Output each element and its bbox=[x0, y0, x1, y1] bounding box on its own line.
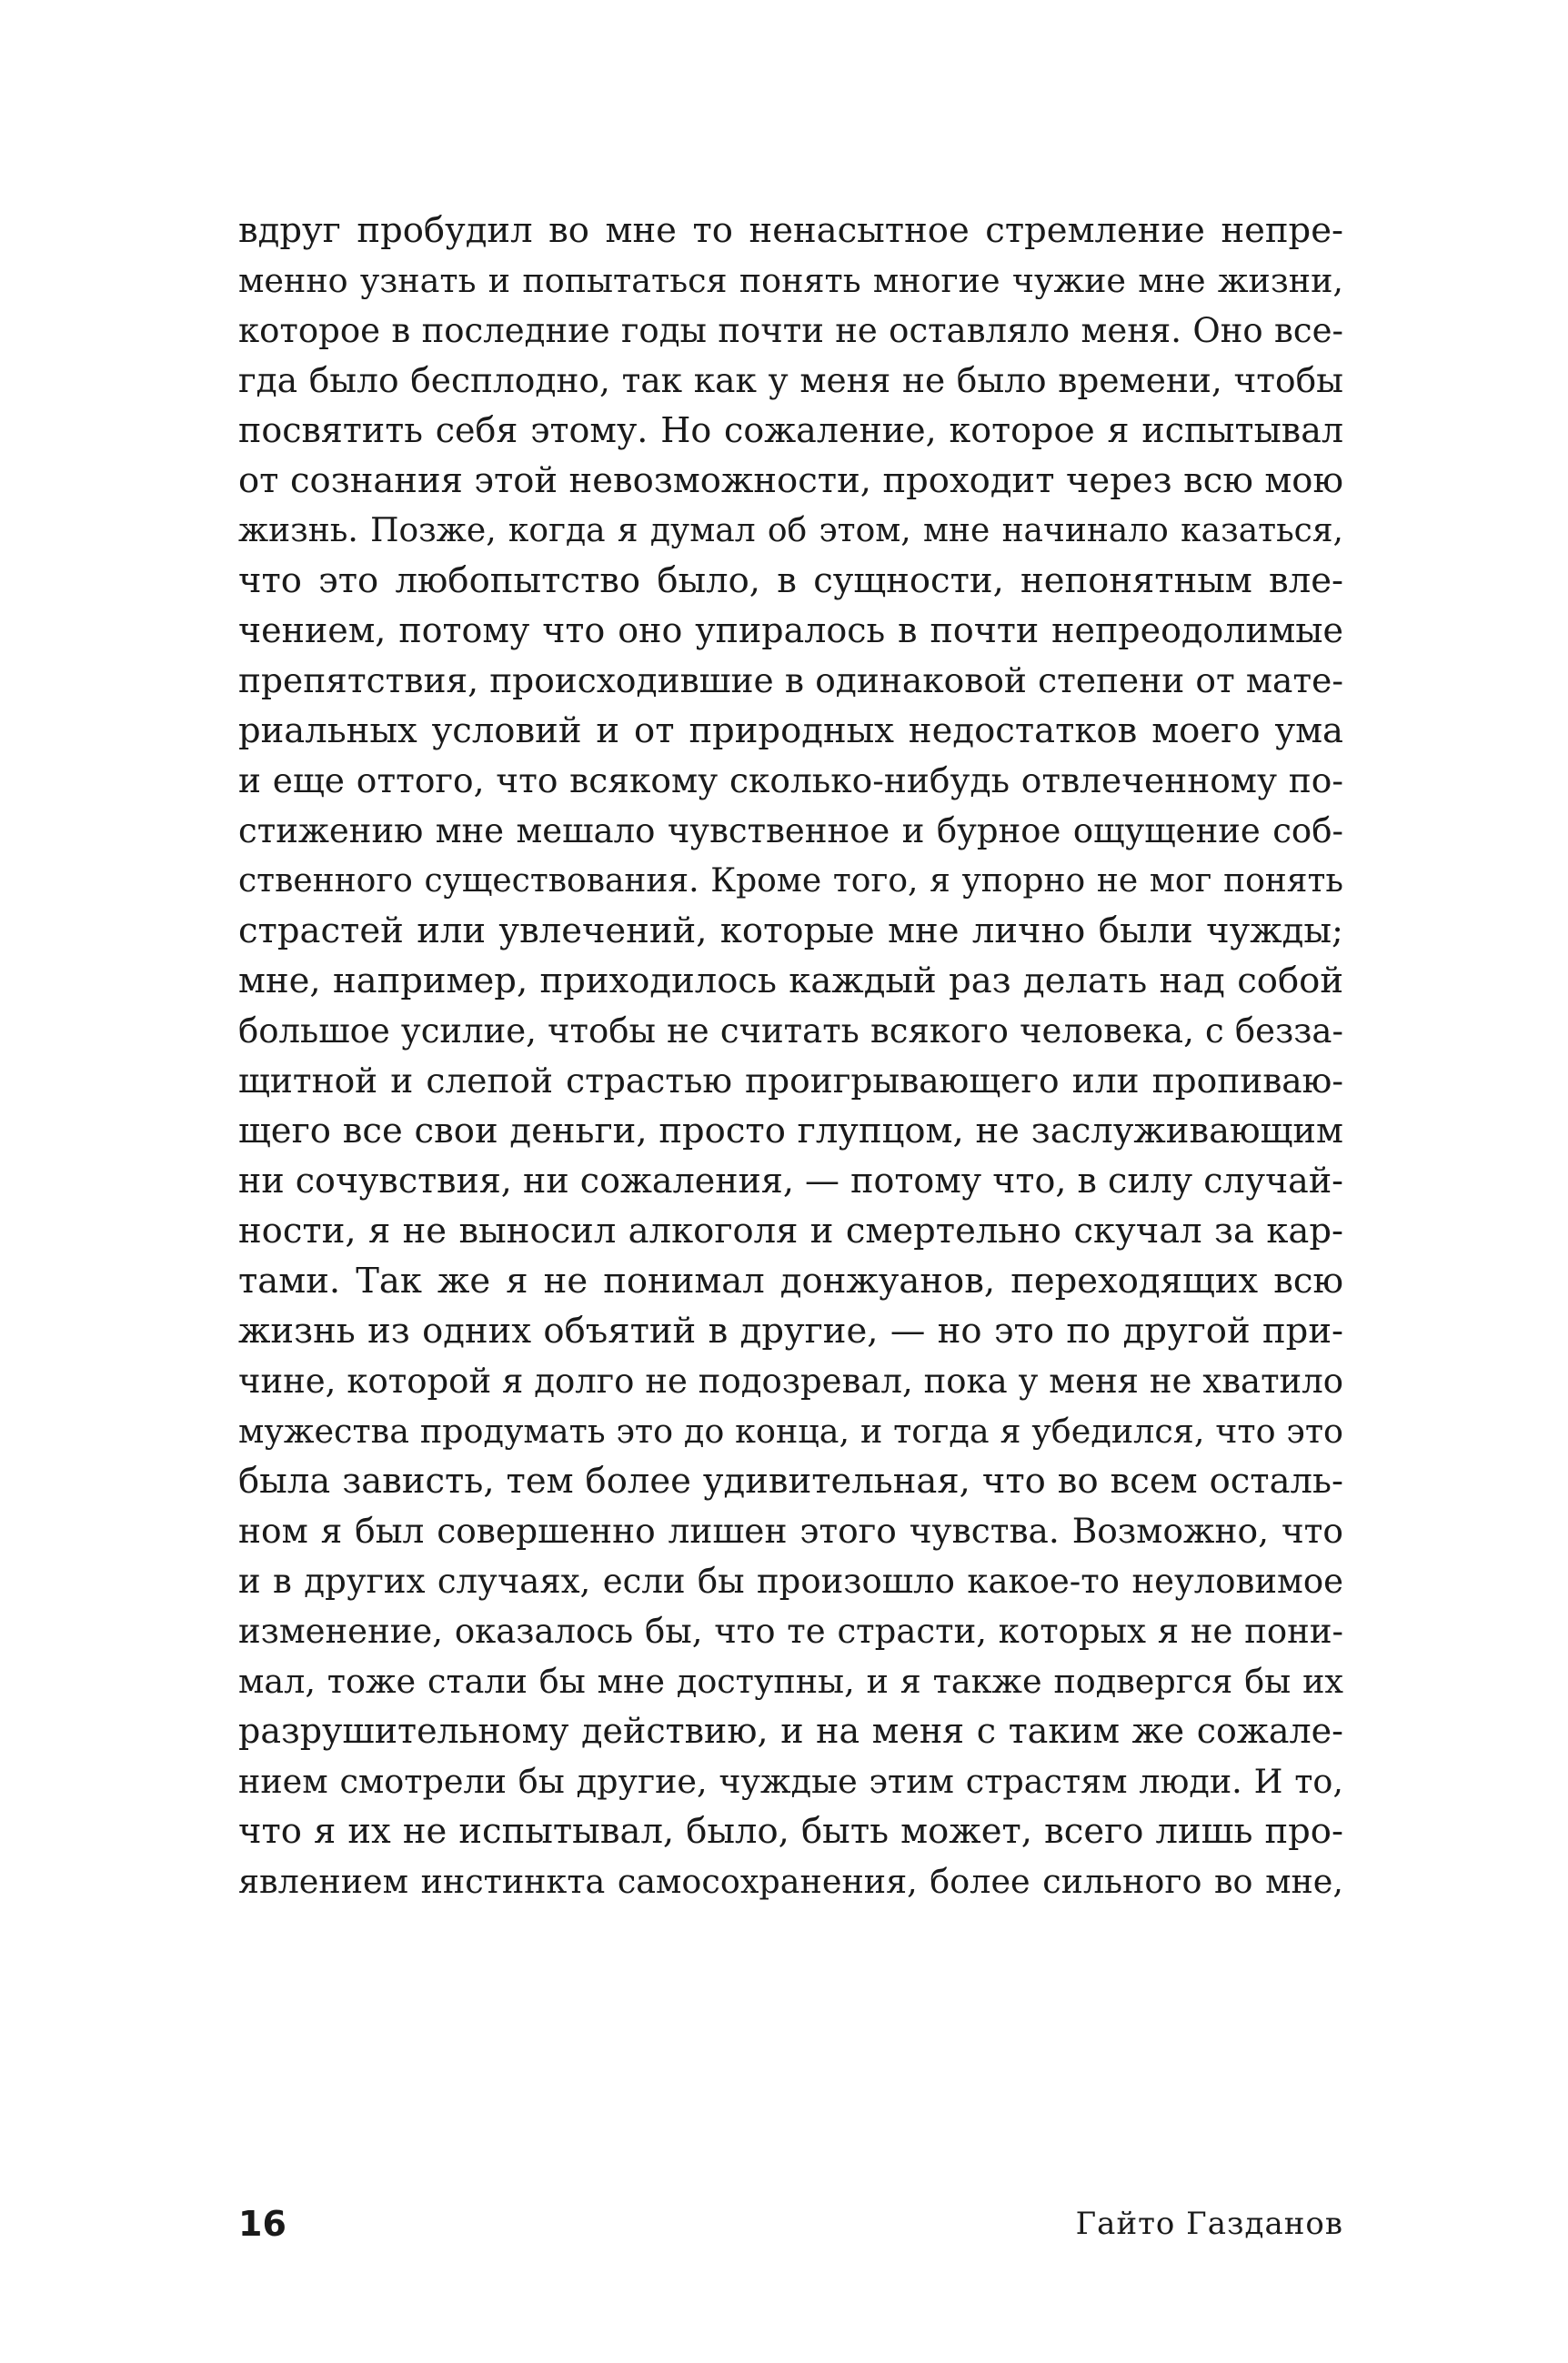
text-line: щего все свои деньги, просто глупцом, не заслуживающим bbox=[238, 1111, 1343, 1151]
text-line: препятствия, происходившие в одинаковой степени от мате- bbox=[238, 660, 1343, 700]
text-line: которое в последние годы почти не оставляло меня. Оно все- bbox=[238, 311, 1343, 350]
text-line: риальных условий и от природных недостатков моего ума bbox=[238, 710, 1343, 751]
body-text bbox=[238, 206, 1343, 1906]
text-line: была зависть, тем более удивительная, что во всем осталь- bbox=[238, 1461, 1343, 1502]
text-line: щитной и слепой страстью проигрывающего или пропиваю- bbox=[238, 1061, 1343, 1101]
text-line: тами. Так же я не понимал донжуанов, переходящих всю bbox=[238, 1261, 1343, 1302]
text-line: и в других случаях, если бы произошло какое-то неуловимое bbox=[238, 1562, 1343, 1601]
text-line: изменение, оказалось бы, что те страсти, которых я не пони- bbox=[238, 1612, 1343, 1651]
text-line: мужества продумать это до конца, и тогда я убедился, что это bbox=[238, 1412, 1343, 1451]
text-line: мне, например, приходилось каждый раз делать над собой bbox=[238, 960, 1343, 1001]
text-line: жизнь из одних объятий в другие, — но это по другой при- bbox=[238, 1311, 1343, 1352]
text-line: вдруг пробудил во мне то ненасытное стремление непре- bbox=[238, 210, 1343, 251]
text-line: нием смотрели бы другие, чуждые этим страстям люди. И то, bbox=[238, 1762, 1343, 1801]
text-line: посвятить себя этому. Но сожаление, которое я испытывал bbox=[238, 410, 1343, 450]
text-line: страстей или увлечений, которые мне лично были чужды; bbox=[238, 910, 1343, 951]
running-footer-author: Гайто Газданов bbox=[1075, 2206, 1343, 2242]
text-line: жизнь. Позже, когда я думал об этом, мне начинало казаться, bbox=[238, 512, 1343, 549]
text-line: чением, потому что оно упиралось в почти непреодолимые bbox=[238, 610, 1343, 650]
text-line: ни сочувствия, ни сожаления, — потому что, в силу случай- bbox=[238, 1161, 1343, 1201]
text-line: что это любопытство было, в сущности, непонятным вле- bbox=[238, 560, 1343, 601]
page-number: 16 bbox=[238, 2204, 286, 2244]
text-line: что я их не испытывал, было, быть может, всего лишь про- bbox=[238, 1811, 1343, 1852]
text-line: мал, тоже стали бы мне доступны, и я также подвергся бы их bbox=[238, 1662, 1343, 1701]
text-line: большое усилие, чтобы не считать всякого человека, с безза- bbox=[238, 1011, 1343, 1051]
text-line: ственного существования. Кроме того, я упорно не мог понять bbox=[238, 862, 1343, 900]
text-line: ном я был совершенно лишен этого чувства. Возможно, что bbox=[238, 1511, 1343, 1551]
text-line: и еще оттого, что всякому сколько-нибудь отвлеченному по- bbox=[238, 760, 1343, 800]
text-line: явлением инстинкта самосохранения, более сильного во мне, bbox=[238, 1862, 1343, 1901]
text-line: стижению мне мешало чувственное и бурное ощущение соб- bbox=[238, 811, 1343, 850]
text-line: чине, которой я долго не подозревал, пока у меня не хватило bbox=[238, 1362, 1343, 1401]
text-line: гда было бесплодно, так как у меня не было времени, чтобы bbox=[238, 360, 1343, 400]
text-line: ности, я не выносил алкоголя и смертельно скучал за кар- bbox=[238, 1211, 1343, 1252]
page-footer bbox=[238, 2197, 1343, 2251]
text-line: менно узнать и попытаться понять многие чужие мне жизни, bbox=[238, 261, 1343, 300]
text-line: от сознания этой невозможности, проходит через всю мою bbox=[238, 460, 1343, 501]
text-line: разрушительному действию, и на меня с таким же сожале- bbox=[238, 1711, 1343, 1751]
